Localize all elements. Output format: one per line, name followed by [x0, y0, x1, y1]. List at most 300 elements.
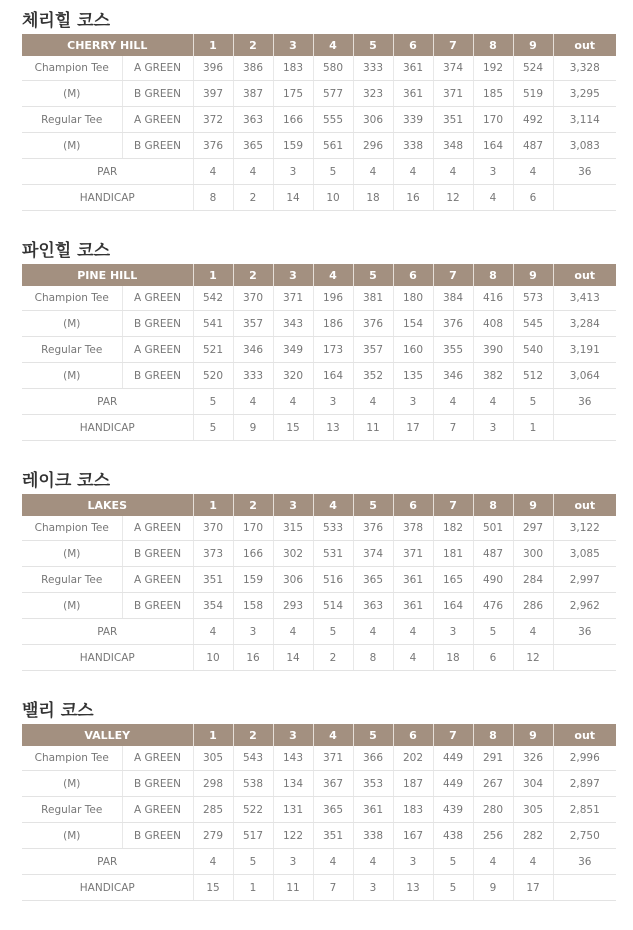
- tee-cell: (M): [22, 593, 122, 619]
- green-cell: B GREEN: [122, 363, 193, 389]
- yardage-cell: 372: [193, 107, 233, 133]
- par-label: PAR: [22, 389, 193, 415]
- yardage-cell: 339: [393, 107, 433, 133]
- hole-header: 4: [313, 724, 353, 746]
- out-total-cell: 3,085: [553, 541, 616, 567]
- green-cell: B GREEN: [122, 593, 193, 619]
- out-header: out: [553, 494, 616, 516]
- hole-header: 7: [433, 34, 473, 56]
- hole-header: 2: [233, 724, 273, 746]
- out-total-cell: 3,328: [553, 56, 616, 81]
- yardage-cell: 349: [273, 337, 313, 363]
- yardage-cell: 164: [313, 363, 353, 389]
- yardage-cell: 361: [353, 797, 393, 823]
- yardage-cell: 387: [233, 81, 273, 107]
- hole-header: 1: [193, 494, 233, 516]
- handicap-cell: 1: [513, 415, 553, 441]
- par-cell: 4: [273, 389, 313, 415]
- hole-header: 5: [353, 724, 393, 746]
- yardage-cell: 135: [393, 363, 433, 389]
- tee-cell: Regular Tee: [22, 567, 122, 593]
- yardage-cell: 355: [433, 337, 473, 363]
- yardage-cell: 577: [313, 81, 353, 107]
- course-title: 레이크 코스: [22, 471, 111, 491]
- course-title: 체리힐 코스: [22, 11, 111, 31]
- par-row: [22, 619, 616, 645]
- yardage-cell: 173: [313, 337, 353, 363]
- yardage-cell: 302: [273, 541, 313, 567]
- yardage-cell: 185: [473, 81, 513, 107]
- yardage-cell: 416: [473, 286, 513, 311]
- yardage-cell: 408: [473, 311, 513, 337]
- yardage-cell: 545: [513, 311, 553, 337]
- table-row: [22, 337, 616, 363]
- handicap-cell: 4: [393, 645, 433, 671]
- handicap-row: [22, 645, 616, 671]
- table-row: [22, 81, 616, 107]
- yardage-cell: 323: [353, 81, 393, 107]
- handicap-out-cell: [553, 645, 616, 671]
- hole-header: 3: [273, 494, 313, 516]
- handicap-label: HANDICAP: [22, 415, 193, 441]
- scorecard-table: [22, 34, 616, 211]
- hole-header: 1: [193, 34, 233, 56]
- yardage-cell: 297: [513, 516, 553, 541]
- yardage-cell: 267: [473, 771, 513, 797]
- par-cell: 4: [513, 619, 553, 645]
- yardage-cell: 160: [393, 337, 433, 363]
- green-cell: B GREEN: [122, 81, 193, 107]
- out-header: out: [553, 34, 616, 56]
- yardage-cell: 320: [273, 363, 313, 389]
- par-out-cell: 36: [553, 159, 616, 185]
- yardage-cell: 370: [233, 286, 273, 311]
- hole-header: 8: [473, 494, 513, 516]
- out-header: out: [553, 724, 616, 746]
- yardage-cell: 305: [193, 746, 233, 771]
- par-cell: 3: [313, 389, 353, 415]
- par-cell: 4: [353, 389, 393, 415]
- tee-cell: (M): [22, 133, 122, 159]
- yardage-cell: 371: [273, 286, 313, 311]
- handicap-cell: 8: [353, 645, 393, 671]
- par-cell: 4: [353, 159, 393, 185]
- yardage-cell: 182: [433, 516, 473, 541]
- yardage-cell: 373: [193, 541, 233, 567]
- par-cell: 3: [393, 389, 433, 415]
- yardage-cell: 348: [433, 133, 473, 159]
- green-cell: A GREEN: [122, 56, 193, 81]
- yardage-cell: 487: [473, 541, 513, 567]
- par-cell: 5: [193, 389, 233, 415]
- table-row: [22, 107, 616, 133]
- hole-header: 6: [393, 264, 433, 286]
- yardage-cell: 374: [353, 541, 393, 567]
- yardage-cell: 170: [473, 107, 513, 133]
- green-cell: B GREEN: [122, 541, 193, 567]
- green-cell: A GREEN: [122, 797, 193, 823]
- table-row: [22, 567, 616, 593]
- handicap-cell: 10: [313, 185, 353, 211]
- yardage-cell: 306: [273, 567, 313, 593]
- yardage-cell: 439: [433, 797, 473, 823]
- tee-cell: (M): [22, 363, 122, 389]
- yardage-cell: 164: [473, 133, 513, 159]
- yardage-cell: 371: [313, 746, 353, 771]
- scorecard-table: [22, 494, 616, 671]
- hole-header: 9: [513, 494, 553, 516]
- yardage-cell: 338: [393, 133, 433, 159]
- yardage-cell: 343: [273, 311, 313, 337]
- tee-cell: (M): [22, 541, 122, 567]
- tee-cell: Champion Tee: [22, 746, 122, 771]
- par-cell: 4: [513, 849, 553, 875]
- handicap-cell: 11: [353, 415, 393, 441]
- scorecard-table: [22, 264, 616, 441]
- course-section: [22, 468, 616, 671]
- yardage-cell: 524: [513, 56, 553, 81]
- yardage-cell: 282: [513, 823, 553, 849]
- handicap-cell: 18: [433, 645, 473, 671]
- out-total-cell: 2,996: [553, 746, 616, 771]
- table-row: [22, 823, 616, 849]
- handicap-cell: 5: [193, 415, 233, 441]
- hole-header: 7: [433, 724, 473, 746]
- yardage-cell: 187: [393, 771, 433, 797]
- handicap-cell: 6: [513, 185, 553, 211]
- hole-header: 2: [233, 494, 273, 516]
- yardage-cell: 555: [313, 107, 353, 133]
- yardage-cell: 315: [273, 516, 313, 541]
- handicap-cell: 11: [273, 875, 313, 901]
- table-row: [22, 516, 616, 541]
- par-cell: 3: [393, 849, 433, 875]
- out-total-cell: 3,064: [553, 363, 616, 389]
- green-cell: A GREEN: [122, 746, 193, 771]
- yardage-cell: 487: [513, 133, 553, 159]
- table-row: [22, 311, 616, 337]
- hole-header: 8: [473, 34, 513, 56]
- yardage-cell: 159: [273, 133, 313, 159]
- par-out-cell: 36: [553, 619, 616, 645]
- hole-header: 7: [433, 494, 473, 516]
- handicap-cell: 16: [233, 645, 273, 671]
- yardage-cell: 338: [353, 823, 393, 849]
- tee-cell: Champion Tee: [22, 286, 122, 311]
- hole-header: 4: [313, 264, 353, 286]
- hole-header: 2: [233, 34, 273, 56]
- yardage-cell: 519: [513, 81, 553, 107]
- par-cell: 5: [313, 619, 353, 645]
- yardage-cell: 293: [273, 593, 313, 619]
- yardage-cell: 476: [473, 593, 513, 619]
- yardage-cell: 186: [313, 311, 353, 337]
- handicap-cell: 2: [233, 185, 273, 211]
- table-header-row: [22, 494, 616, 516]
- table-row: [22, 771, 616, 797]
- par-label: PAR: [22, 159, 193, 185]
- tee-cell: Regular Tee: [22, 107, 122, 133]
- handicap-cell: 18: [353, 185, 393, 211]
- yardage-cell: 346: [233, 337, 273, 363]
- yardage-cell: 351: [433, 107, 473, 133]
- yardage-cell: 326: [513, 746, 553, 771]
- par-cell: 4: [193, 159, 233, 185]
- yardage-cell: 304: [513, 771, 553, 797]
- table-row: [22, 746, 616, 771]
- green-cell: B GREEN: [122, 133, 193, 159]
- out-total-cell: 2,851: [553, 797, 616, 823]
- par-cell: 4: [353, 619, 393, 645]
- yardage-cell: 296: [353, 133, 393, 159]
- yardage-cell: 196: [313, 286, 353, 311]
- par-label: PAR: [22, 619, 193, 645]
- handicap-cell: 1: [233, 875, 273, 901]
- out-total-cell: 3,114: [553, 107, 616, 133]
- hole-header: 9: [513, 34, 553, 56]
- yardage-cell: 382: [473, 363, 513, 389]
- yardage-cell: 365: [313, 797, 353, 823]
- par-cell: 3: [433, 619, 473, 645]
- yardage-cell: 351: [193, 567, 233, 593]
- yardage-cell: 521: [193, 337, 233, 363]
- yardage-cell: 492: [513, 107, 553, 133]
- handicap-cell: 12: [513, 645, 553, 671]
- yardage-cell: 158: [233, 593, 273, 619]
- yardage-cell: 517: [233, 823, 273, 849]
- green-cell: B GREEN: [122, 771, 193, 797]
- yardage-cell: 540: [513, 337, 553, 363]
- handicap-cell: 15: [273, 415, 313, 441]
- course-title: 밸리 코스: [22, 701, 94, 721]
- hole-header: 6: [393, 34, 433, 56]
- par-cell: 4: [233, 389, 273, 415]
- tee-cell: Champion Tee: [22, 516, 122, 541]
- hole-header: 6: [393, 724, 433, 746]
- par-cell: 4: [473, 389, 513, 415]
- handicap-cell: 17: [513, 875, 553, 901]
- par-cell: 3: [473, 159, 513, 185]
- yardage-cell: 390: [473, 337, 513, 363]
- hole-header: 1: [193, 264, 233, 286]
- yardage-cell: 365: [233, 133, 273, 159]
- yardage-cell: 300: [513, 541, 553, 567]
- hole-header: 9: [513, 264, 553, 286]
- yardage-cell: 541: [193, 311, 233, 337]
- handicap-cell: 3: [473, 415, 513, 441]
- yardage-cell: 396: [193, 56, 233, 81]
- par-row: [22, 849, 616, 875]
- yardage-cell: 361: [393, 567, 433, 593]
- par-row: [22, 159, 616, 185]
- handicap-row: [22, 185, 616, 211]
- par-label: PAR: [22, 849, 193, 875]
- yardage-cell: 449: [433, 746, 473, 771]
- yardage-cell: 306: [353, 107, 393, 133]
- yardage-cell: 181: [433, 541, 473, 567]
- par-out-cell: 36: [553, 389, 616, 415]
- out-total-cell: 2,897: [553, 771, 616, 797]
- par-cell: 5: [473, 619, 513, 645]
- out-total-cell: 3,083: [553, 133, 616, 159]
- handicap-cell: 7: [433, 415, 473, 441]
- yardage-cell: 175: [273, 81, 313, 107]
- yardage-cell: 298: [193, 771, 233, 797]
- table-row: [22, 363, 616, 389]
- out-total-cell: 2,750: [553, 823, 616, 849]
- yardage-cell: 367: [313, 771, 353, 797]
- yardage-cell: 386: [233, 56, 273, 81]
- tee-cell: Regular Tee: [22, 337, 122, 363]
- hole-header: 5: [353, 264, 393, 286]
- yardage-cell: 286: [513, 593, 553, 619]
- handicap-label: HANDICAP: [22, 645, 193, 671]
- handicap-cell: 13: [313, 415, 353, 441]
- yardage-cell: 333: [353, 56, 393, 81]
- yardage-cell: 516: [313, 567, 353, 593]
- handicap-cell: 3: [353, 875, 393, 901]
- handicap-cell: 7: [313, 875, 353, 901]
- yardage-cell: 164: [433, 593, 473, 619]
- par-cell: 4: [233, 159, 273, 185]
- yardage-cell: 397: [193, 81, 233, 107]
- handicap-cell: 14: [273, 645, 313, 671]
- scorecard-table: [22, 724, 616, 901]
- yardage-cell: 192: [473, 56, 513, 81]
- course-name-header: VALLEY: [22, 724, 193, 746]
- table-row: [22, 286, 616, 311]
- yardage-cell: 285: [193, 797, 233, 823]
- yardage-cell: 378: [393, 516, 433, 541]
- yardage-cell: 514: [313, 593, 353, 619]
- par-cell: 5: [313, 159, 353, 185]
- handicap-cell: 12: [433, 185, 473, 211]
- hole-header: 4: [313, 494, 353, 516]
- yardage-cell: 291: [473, 746, 513, 771]
- yardage-cell: 180: [393, 286, 433, 311]
- yardage-cell: 512: [513, 363, 553, 389]
- yardage-cell: 166: [273, 107, 313, 133]
- yardage-cell: 376: [353, 311, 393, 337]
- green-cell: A GREEN: [122, 286, 193, 311]
- yardage-cell: 353: [353, 771, 393, 797]
- yardage-cell: 365: [353, 567, 393, 593]
- yardage-cell: 490: [473, 567, 513, 593]
- par-cell: 4: [193, 619, 233, 645]
- green-cell: A GREEN: [122, 567, 193, 593]
- out-total-cell: 3,191: [553, 337, 616, 363]
- par-cell: 4: [433, 159, 473, 185]
- tee-cell: Champion Tee: [22, 56, 122, 81]
- handicap-cell: 14: [273, 185, 313, 211]
- par-cell: 3: [273, 159, 313, 185]
- course-section: [22, 238, 616, 441]
- handicap-cell: 17: [393, 415, 433, 441]
- yardage-cell: 501: [473, 516, 513, 541]
- yardage-cell: 279: [193, 823, 233, 849]
- course-name-header: CHERRY HILL: [22, 34, 193, 56]
- par-cell: 4: [353, 849, 393, 875]
- out-total-cell: 3,284: [553, 311, 616, 337]
- hole-header: 1: [193, 724, 233, 746]
- yardage-cell: 165: [433, 567, 473, 593]
- tee-cell: (M): [22, 823, 122, 849]
- yardage-cell: 183: [393, 797, 433, 823]
- handicap-cell: 5: [433, 875, 473, 901]
- hole-header: 8: [473, 264, 513, 286]
- course-name-header: PINE HILL: [22, 264, 193, 286]
- par-cell: 4: [513, 159, 553, 185]
- course-section: [22, 698, 616, 901]
- handicap-out-cell: [553, 415, 616, 441]
- handicap-cell: 13: [393, 875, 433, 901]
- yardage-cell: 371: [393, 541, 433, 567]
- handicap-cell: 6: [473, 645, 513, 671]
- handicap-row: [22, 415, 616, 441]
- yardage-cell: 381: [353, 286, 393, 311]
- yardage-cell: 361: [393, 56, 433, 81]
- hole-header: 6: [393, 494, 433, 516]
- out-total-cell: 2,962: [553, 593, 616, 619]
- green-cell: B GREEN: [122, 311, 193, 337]
- course-name-header: LAKES: [22, 494, 193, 516]
- tee-cell: (M): [22, 771, 122, 797]
- out-total-cell: 3,413: [553, 286, 616, 311]
- handicap-cell: 4: [473, 185, 513, 211]
- green-cell: A GREEN: [122, 516, 193, 541]
- tee-cell: (M): [22, 81, 122, 107]
- table-row: [22, 133, 616, 159]
- yardage-cell: 542: [193, 286, 233, 311]
- hole-header: 9: [513, 724, 553, 746]
- handicap-row: [22, 875, 616, 901]
- yardage-cell: 561: [313, 133, 353, 159]
- handicap-out-cell: [553, 875, 616, 901]
- handicap-cell: 8: [193, 185, 233, 211]
- tee-cell: Regular Tee: [22, 797, 122, 823]
- table-row: [22, 593, 616, 619]
- hole-header: 3: [273, 34, 313, 56]
- yardage-cell: 543: [233, 746, 273, 771]
- yardage-cell: 159: [233, 567, 273, 593]
- yardage-cell: 202: [393, 746, 433, 771]
- yardage-cell: 134: [273, 771, 313, 797]
- yardage-cell: 131: [273, 797, 313, 823]
- par-cell: 3: [273, 849, 313, 875]
- yardage-cell: 346: [433, 363, 473, 389]
- yardage-cell: 520: [193, 363, 233, 389]
- par-cell: 3: [233, 619, 273, 645]
- yardage-cell: 361: [393, 81, 433, 107]
- handicap-cell: 10: [193, 645, 233, 671]
- handicap-cell: 9: [473, 875, 513, 901]
- hole-header: 5: [353, 494, 393, 516]
- yardage-cell: 533: [313, 516, 353, 541]
- yardage-cell: 384: [433, 286, 473, 311]
- hole-header: 5: [353, 34, 393, 56]
- yardage-cell: 580: [313, 56, 353, 81]
- course-section: [22, 8, 616, 211]
- yardage-cell: 333: [233, 363, 273, 389]
- table-row: [22, 797, 616, 823]
- yardage-cell: 363: [353, 593, 393, 619]
- handicap-label: HANDICAP: [22, 875, 193, 901]
- par-cell: 4: [473, 849, 513, 875]
- par-row: [22, 389, 616, 415]
- par-cell: 5: [433, 849, 473, 875]
- hole-header: 2: [233, 264, 273, 286]
- yardage-cell: 154: [393, 311, 433, 337]
